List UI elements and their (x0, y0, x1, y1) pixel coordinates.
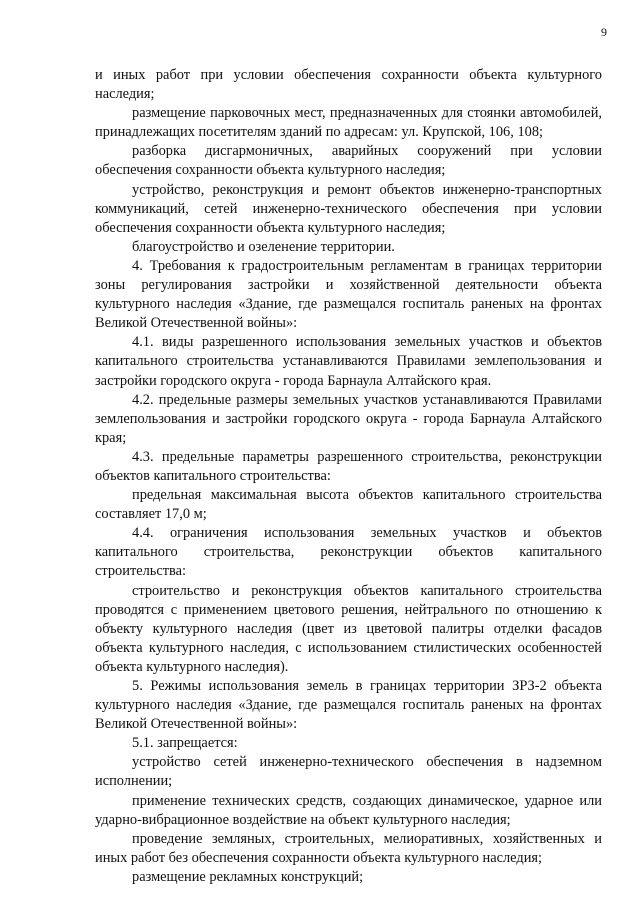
paragraph: строительство и реконструкция объектов капитального строительства проводятся с применением цветового решения, нейтрального по отношению к объекту культурного наследия (цвет из цветовой палитры отделки фасадов объекта культурного наследия, с использованием стилистических особенностей объекта культурного наследия). (95, 582, 602, 675)
paragraph: устройство сетей инженерно-технического обеспечения в надземном исполнении; (95, 754, 602, 790)
paragraph: и иных работ при условии обеспечения сохранности объекта культурного наследия; (95, 67, 602, 103)
paragraph: 5. Режимы использования земель в границах территории ЗРЗ-2 объекта культурного наследия «Здание, где размещался госпиталь раненых на фронтах Великой Отечественной войны»: (95, 678, 602, 733)
paragraph: 4. Требования к градостроительным регламентам в границах территории зоны регулирования застройки и хозяйственной деятельности объекта культурного наследия «Здание, где размещался госпиталь раненых на фронтах Великой Отечественной войны»: (95, 257, 602, 332)
document-body (95, 66, 602, 887)
paragraph: размещение рекламных конструкций; (132, 868, 364, 885)
paragraph: предельная максимальная высота объектов капитального строительства составляет 17,0 м; (95, 487, 602, 523)
paragraph: проведение земляных, строительных, мелиоративных, хозяйственных и иных работ без обеспечения сохранности объекта культурного наследия; (95, 830, 602, 866)
paragraph: 4.2. предельные размеры земельных участков устанавливаются Правилами землепользования и застройки городского округа - города Барнаула Алтайского края; (95, 391, 602, 446)
paragraph: 4.3. предельные параметры разрешенного строительства, реконструкции объектов капитального строительства: (95, 448, 602, 484)
paragraph: 5.1. запрещается: (132, 735, 238, 752)
page-number: 9 (601, 25, 607, 39)
paragraph: 4.4. ограничения использования земельных участков и объектов капитального строительства, реконструкции объектов капитального строительства: (95, 525, 602, 580)
paragraph: благоустройство и озеленение территории. (132, 238, 395, 255)
paragraph: 4.1. виды разрешенного использования земельных участков и объектов капитального строительства устанавливаются Правилами землепользования и застройки городского округа - города Барнаула Алтайского края. (95, 334, 602, 389)
paragraph: размещение парковочных мест, предназначенных для стоянки автомобилей, принадлежащих посетителям зданий по адресам: ул. Крупской, 106, 108; (95, 105, 602, 141)
paragraph: применение технических средств, создающих динамическое, ударное или ударно-вибрационное воздействие на объект культурного наследия; (95, 792, 602, 828)
paragraph: устройство, реконструкция и ремонт объектов инженерно-транспортных коммуникаций, сетей инженерно-технического обеспечения при условии обеспечения сохранности объекта культурного наследия; (95, 181, 602, 236)
paragraph: разборка дисгармоничных, аварийных сооружений при условии обеспечения сохранности объекта культурного наследия; (95, 143, 602, 179)
